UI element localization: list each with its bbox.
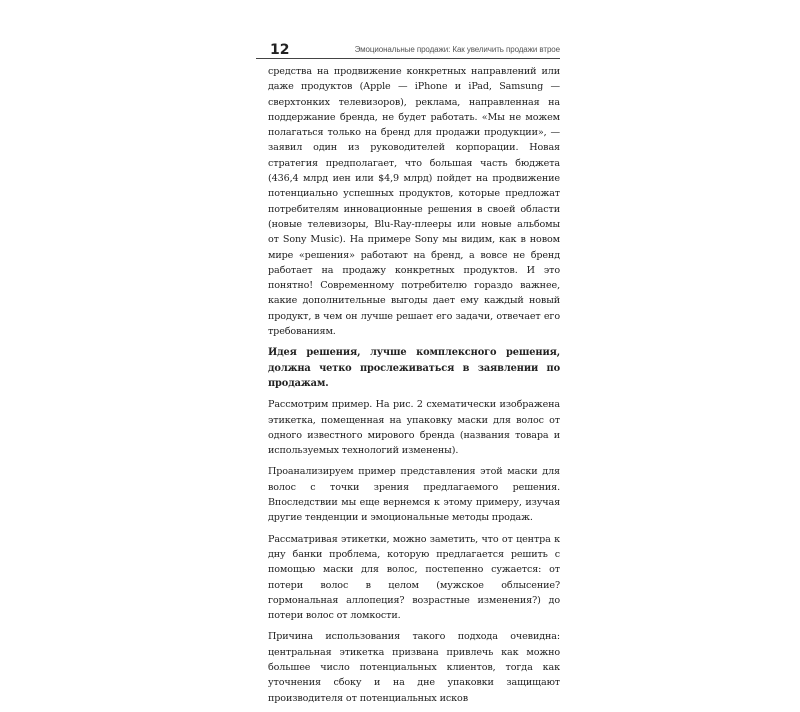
page-body [268, 64, 560, 712]
bold-thesis: Идея решения, лучше комплексного решения, должна четко прослеживаться в заявлении по продажам. [268, 347, 560, 389]
paragraph-analysis: Проанализируем пример представления этой маски для волос с точки зрения предлагаемого решения. Впоследствии мы еще вернемся к этому примеру, изучая другие тенденции и эмоциональные методы продаж. [268, 466, 560, 524]
paragraph-label-observation: Рассматривая этикетки, можно заметить, что от центра к дну банки проблема, которую предлагается решить с помощью маски для волос, постепенно сужается: от потери волос в целом (мужское облысение? гормональная аллопеция? возрастные изменения?) до потери волос от ломкости. [268, 533, 560, 622]
paragraph-reason: Причина использования такого подхода очевидна: центральная этикетка призвана привлечь как можно большее число потенциальных клиентов, тогда как уточнения сбоку и на дне упаковки защищают производителя от потенциальных исков [268, 631, 560, 704]
running-title: Эмоциональные продажи: Как увеличить продажи втрое [354, 45, 560, 54]
paragraph-sony-strategy: средства на продвижение конкретных направлений или даже продуктов (Apple — iPhone и iPad, Samsung — сверхтонких телевизоров), реклама, направленная на поддержание бренда, не будет работать. «Мы не можем полагаться только на бренд для продажи продукции», — заявил один из руководителей корпорации. Новая стратегия предполагает, что большая часть бюджета (436,4 млрд иен или $4,9 млрд) пойдет на продвижение потенциально успешных продуктов, которые предложат потребителям инновационные решения в своей области (новые телевизоры, Blu-Ray-плееры или новые альбомы от Sony Music). На примере Sony мы видим, как в новом мире «решения» работают на бренд, а вовсе не бренд работает на продажу конкретных продуктов. И это понятно! Современному потребителю гораздо важнее, какие дополнительные выгоды дает ему каждый новый продукт, в чем он лучше решает его задачи, отвечает его требованиям. [268, 66, 560, 338]
page-number: 12 [270, 42, 290, 58]
paragraph-example-intro: Рассмотрим пример. На рис. 2 схематически изображена этикетка, помещенная на упаковку маски для волос от одного известного мирового бренда (названия товара и используемых технологий изменены). [268, 399, 560, 457]
header-divider [256, 58, 560, 59]
page-header [256, 42, 560, 62]
